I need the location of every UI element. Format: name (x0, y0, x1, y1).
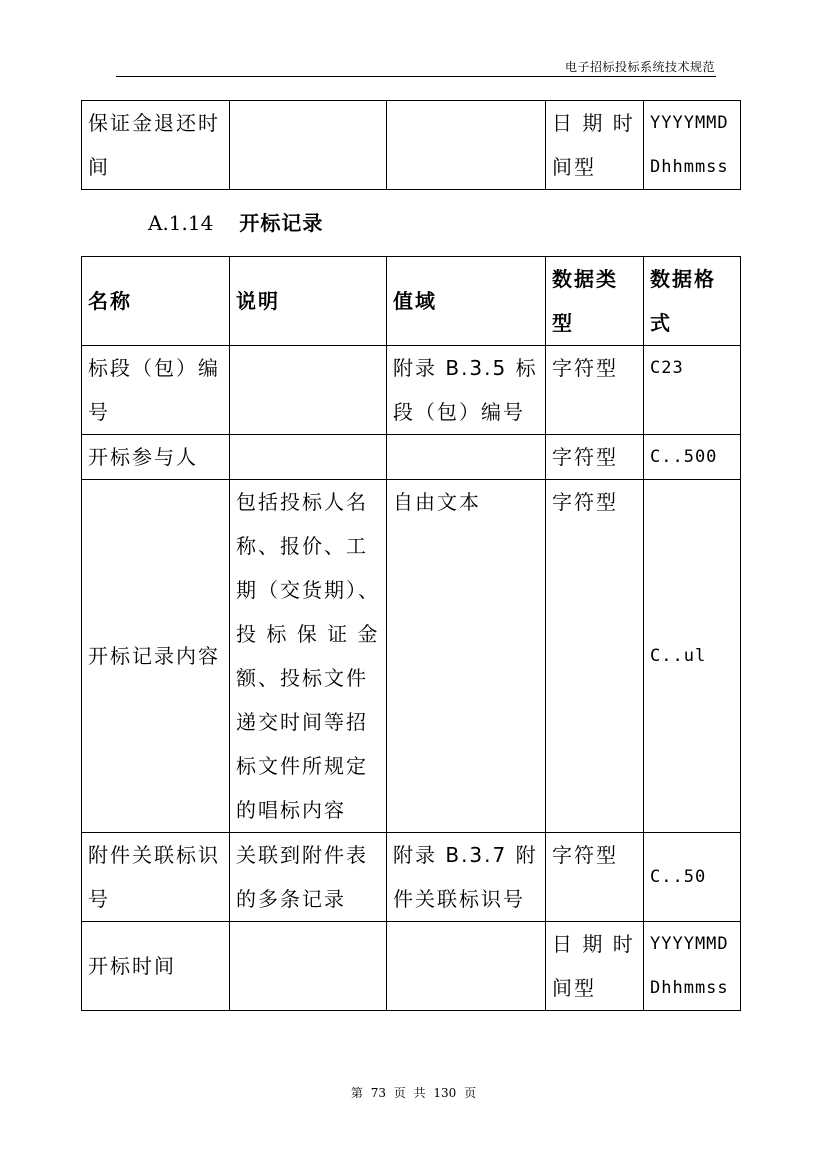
cell-domain (387, 922, 546, 1011)
table-row (82, 101, 741, 190)
cell-type: 日 期 时间型 (546, 922, 644, 1011)
header-format: 数据格式 (644, 257, 741, 346)
table-header-row (82, 257, 741, 346)
cell-domain: 附录 B.3.7 附件关联标识号 (387, 833, 546, 922)
header-desc: 说明 (230, 257, 387, 346)
bid-opening-table (81, 256, 741, 1011)
cell-format: C..500 (644, 435, 741, 480)
cell-name: 开标参与人 (82, 435, 230, 480)
page-number-footer: 第 73 页 共 130 页 (350, 1086, 477, 1100)
cell-domain (387, 435, 546, 480)
cell-desc (230, 101, 387, 190)
cell-name: 开标时间 (82, 922, 230, 1011)
section-title: 开标记录 (239, 211, 324, 235)
header-rule (116, 76, 716, 77)
cell-type: 字符型 (546, 833, 644, 922)
continued-table (81, 100, 741, 190)
cell-format: YYYYMMDDhhmmss (644, 922, 741, 1011)
cell-name: 开标记录内容 (82, 480, 230, 833)
cell-type: 日 期 时间型 (546, 101, 644, 190)
cell-desc: 包括投标人名称、报价、工期（交货期）、投 标 保 证 金额、投标文件递交时间等招标文件所规定的唱标内容 (230, 480, 387, 833)
table-row (82, 346, 741, 435)
cell-domain: 自由文本 (387, 480, 546, 833)
section-heading (148, 208, 323, 238)
table-row (82, 922, 741, 1011)
running-header: 电子招标投标系统技术规范 (564, 60, 715, 74)
cell-name: 附件关联标识号 (82, 833, 230, 922)
cell-type: 字符型 (546, 435, 644, 480)
cell-type: 字符型 (546, 346, 644, 435)
cell-desc (230, 435, 387, 480)
cell-name: 标段（包）编号 (82, 346, 230, 435)
table-row (82, 833, 741, 922)
table-row (82, 435, 741, 480)
cell-domain (387, 101, 546, 190)
cell-type: 字符型 (546, 480, 644, 833)
cell-desc (230, 922, 387, 1011)
header-type: 数据类型 (546, 257, 644, 346)
cell-format: C23 (644, 346, 741, 435)
cell-desc (230, 346, 387, 435)
header-domain: 值域 (387, 257, 546, 346)
cell-format: C..ul (644, 480, 741, 833)
cell-format: C..50 (644, 833, 741, 922)
section-number: A.1.14 (148, 211, 214, 235)
cell-desc: 关联到附件表的多条记录 (230, 833, 387, 922)
cell-domain: 附录 B.3.5 标段（包）编号 (387, 346, 546, 435)
cell-name: 保证金退还时间 (82, 101, 230, 190)
cell-format: YYYYMMDDhhmmss (644, 101, 741, 190)
header-name: 名称 (82, 257, 230, 346)
table-row (82, 480, 741, 833)
